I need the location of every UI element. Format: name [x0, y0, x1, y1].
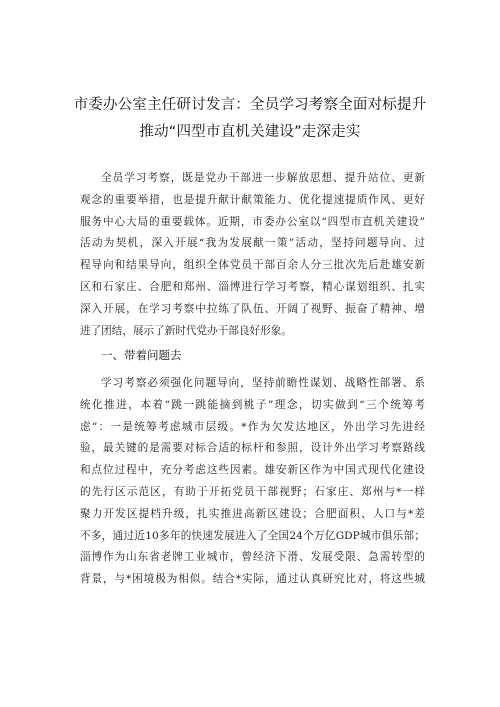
paragraph-line: 观念的重要举措，也是提升献计献策能力、优化提速提质作风、更好: [80, 193, 425, 206]
paragraph-line: 统化推进，本着“跳一跳能摘到桃子”理念，切实做到“三个统筹考: [80, 398, 425, 411]
paragraph-line: 进了团结，展示了新时代党办干部良好形象。: [80, 324, 292, 337]
paragraph-line: 学习考察必须强化问题导向，坚持前瞻性谋划、战略性部署、系: [101, 377, 425, 389]
paragraph-line: 区和石家庄、合肥和郑州、淄博进行学习考察，精心谋划组织、扎实: [80, 280, 425, 293]
document-title-line-2: 推动“四型市直机关建设”走深走实: [139, 124, 361, 140]
paragraph-line: 全员学习考察，既是党办干部进一步解放思想、提升站位、更新: [101, 172, 425, 184]
section-heading: 一、带着问题去: [101, 348, 182, 362]
document-title-line-1: 市委办公室主任研讨发言：全员学习考察全面对标提升: [73, 97, 427, 113]
paragraph-line: 程导向和结果导向，组织全体党员干部百余人分三批次先后赴雄安新: [80, 259, 425, 272]
paragraph-section-1: [80, 373, 425, 591]
paragraph-line: 的先行区示范区，有助于开拓党员干部视野；石家庄、郑州与*一样: [80, 485, 425, 498]
paragraph-line: 服务中心大局的重要载体。近期，市委办公室以“四型市直机关建设”: [80, 215, 425, 228]
paragraph-line: 验，最关键的是需要对标合适的标杆和参照，设计外出学习考察路线: [80, 442, 425, 455]
paragraph-line: 虑”：一是统筹考虑城市层级。*作为欠发达地区，外出学习先进经: [80, 420, 425, 433]
paragraph-intro: [80, 168, 425, 342]
paragraph-line: 淄博作为山东省老牌工业城市，曾经济下滑、发展受限、急需转型的: [80, 551, 425, 564]
paragraph-line: 和点位过程中，充分考虑这些因素。雄安新区作为中国式现代化建设: [80, 464, 425, 477]
paragraph-line: 背景，与*困境极为相似。结合*实际，通过认真研究比对，将这些城: [80, 573, 425, 586]
paragraph-line: 聚力开发区提档升级，扎实推进高新区建设；合肥面积、人口与*差: [80, 507, 425, 520]
paragraph-line: 活动为契机，深入开展“我为发展献一策”活动，坚持问题导向、过: [80, 237, 425, 250]
paragraph-line: 不多，通过近10多年的快速发展进入了全国24个万亿GDP城市俱乐部；: [80, 529, 425, 542]
paragraph-line: 深入开展，在学习考察中拉练了队伍、开阔了视野、振奋了精神、增: [80, 302, 425, 315]
